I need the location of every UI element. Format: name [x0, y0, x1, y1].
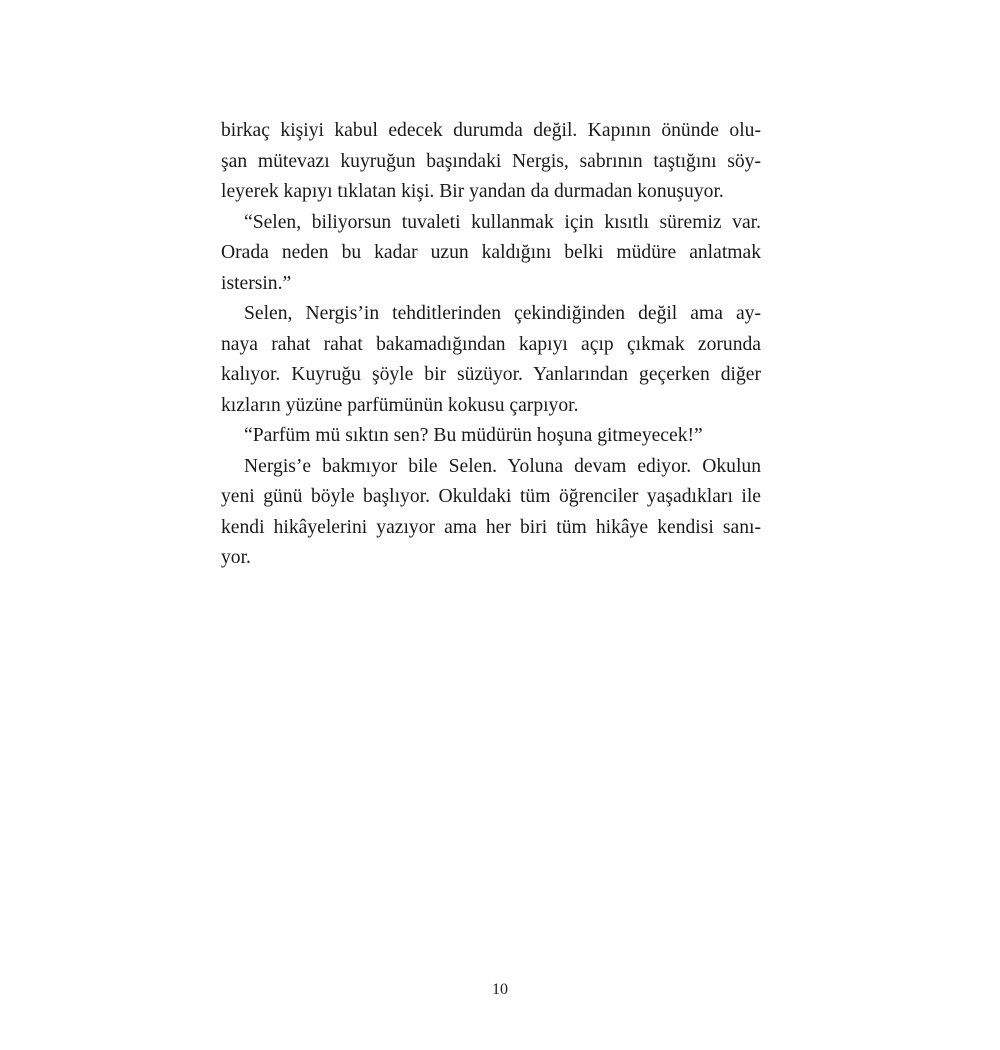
text-line: kalıyor. Kuyruğu şöyle bir süzüyor. Yanlarından geçerken diğer — [221, 364, 761, 385]
text-line: istersin.” — [221, 272, 292, 294]
text-line: yeni günü böyle başlıyor. Okuldaki tüm öğrenciler yaşadıkları ile — [221, 486, 761, 507]
text-line: Selen, Nergis’in tehditlerinden çekindiğinden değil ama ay- — [244, 303, 761, 324]
text-line: Nergis’e bakmıyor bile Selen. Yoluna devam ediyor. Okulun — [244, 455, 761, 477]
page-number: 10 — [492, 981, 508, 998]
text-line: kızların yüzüne parfümünün kokusu çarpıyor. — [221, 394, 579, 416]
text-line: leyerek kapıyı tıklatan kişi. Bir yandan da durmadan konuşuyor. — [221, 181, 724, 202]
text-line: naya rahat rahat bakamadığından kapıyı açıp çıkmak zorunda — [221, 333, 761, 355]
text-line: yor. — [221, 547, 251, 568]
text-line: kendi hikâyelerini yazıyor ama her biri tüm hikâye kendisi sanı- — [221, 516, 761, 538]
text-line: Orada neden bu kadar uzun kaldığını belki müdüre anlatmak — [221, 242, 761, 263]
text-line: “Parfüm mü sıktın sen? Bu müdürün hoşuna gitmeyecek!” — [244, 425, 703, 446]
text-line: birkaç kişiyi kabul edecek durumda değil. Kapının önünde olu- — [221, 120, 761, 141]
text-line: şan mütevazı kuyruğun başındaki Nergis, sabrının taştığını söy- — [221, 150, 761, 172]
text-line: “Selen, biliyorsun tuvaleti kullanmak için kısıtlı süremiz var. — [244, 211, 761, 233]
body-text — [221, 116, 761, 574]
